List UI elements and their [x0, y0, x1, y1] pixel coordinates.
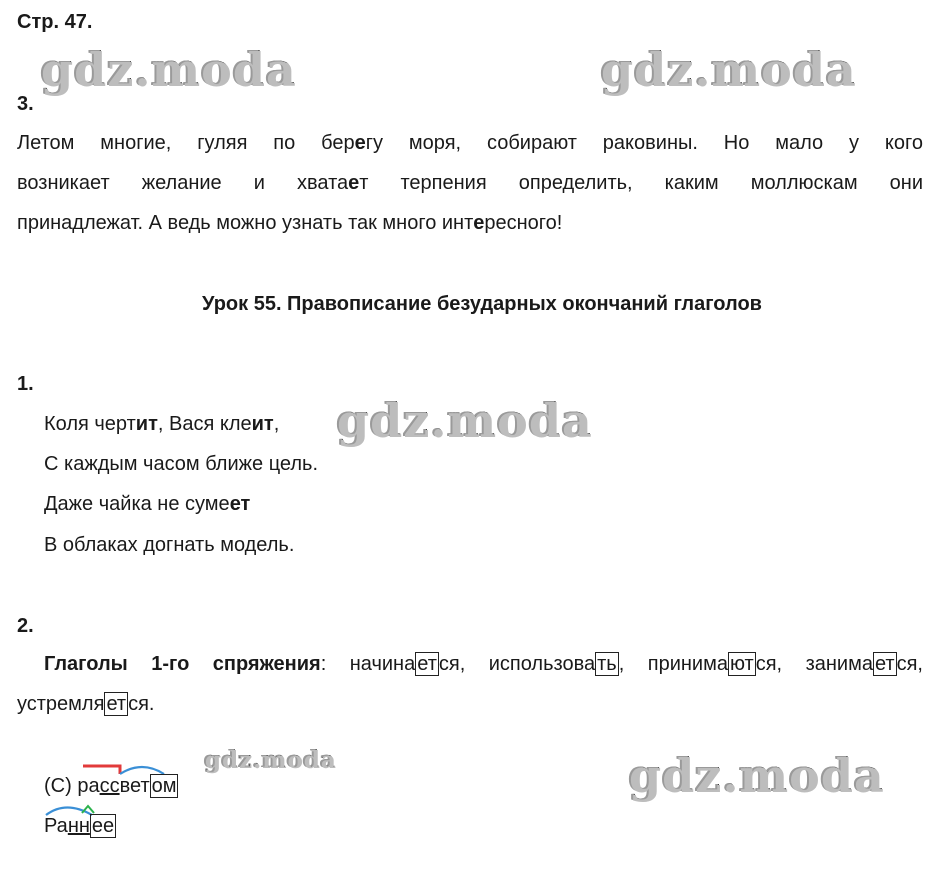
- text: Коля черт: [44, 413, 136, 435]
- double-letter: сс: [99, 775, 120, 797]
- poem-line: [44, 413, 279, 436]
- text: ся,: [896, 653, 923, 675]
- text: ра: [77, 775, 100, 797]
- ending-box: ее: [91, 815, 115, 837]
- ending-box: ет: [106, 693, 127, 715]
- conjugation-label: Глаголы 1-го спряжения: [44, 653, 321, 675]
- highlight-letter: е: [348, 172, 360, 194]
- lesson-title: Урок 55. Правописание безударных окончаний глаголов: [202, 293, 762, 315]
- root-arc: [120, 767, 164, 774]
- task-number: 1.: [17, 373, 34, 395]
- word-parse: [44, 775, 178, 798]
- text: начина: [349, 653, 416, 675]
- watermark: gdz.moda: [40, 42, 296, 96]
- highlight-letter: е: [354, 132, 366, 154]
- text: (С): [44, 775, 78, 797]
- text: ся,: [755, 653, 806, 675]
- double-letter: нн: [67, 815, 90, 837]
- word-parse: [44, 815, 116, 838]
- text: ресного!: [484, 212, 563, 234]
- task3-line-1: [17, 132, 923, 155]
- ending-box: ет: [417, 653, 437, 675]
- poem-line: [44, 493, 250, 516]
- text: занима: [805, 653, 873, 675]
- ending-box: ть: [597, 653, 617, 675]
- ending-box: ом: [151, 775, 177, 797]
- ending: ет: [229, 493, 251, 515]
- task2-line-1: [44, 653, 923, 676]
- task3-line-2: [17, 172, 923, 195]
- text: принадлежат. А ведь можно узнать так много инт: [17, 212, 474, 234]
- poem-line: В облаках догнать модель.: [44, 534, 295, 556]
- ending-box: ют: [729, 653, 754, 675]
- text: т терпения определить, каким моллюскам они: [359, 172, 923, 194]
- text: ,: [273, 413, 280, 435]
- page-label: Стр. 47.: [17, 11, 93, 33]
- text: Летом многие, гуляя по бер: [17, 132, 355, 154]
- watermark: gdz.moda: [204, 746, 336, 773]
- ending: ит: [251, 413, 274, 435]
- text: ся,: [438, 653, 489, 675]
- text: Даже чайка не суме: [44, 493, 230, 515]
- watermark: gdz.moda: [628, 748, 884, 802]
- text: , Вася кле: [157, 413, 252, 435]
- ending-box: ет: [874, 653, 895, 675]
- ending: ит: [135, 413, 158, 435]
- poem-line: С каждым часом ближе цель.: [44, 453, 319, 475]
- text: принима: [647, 653, 728, 675]
- text: :: [320, 653, 350, 675]
- task2-line-2: [17, 693, 154, 716]
- task-number: 3.: [17, 93, 34, 115]
- prefix-mark: [83, 766, 120, 774]
- text: устремля: [17, 693, 105, 715]
- task-number: 2.: [17, 615, 34, 637]
- text: возникает желание и хвата: [17, 172, 349, 194]
- text: ся.: [128, 693, 155, 715]
- watermark: gdz.moda: [336, 393, 592, 447]
- highlight-letter: е: [473, 212, 485, 234]
- text: вет: [119, 775, 150, 797]
- watermark: gdz.moda: [600, 42, 856, 96]
- text: Ра: [44, 815, 68, 837]
- text: использова: [488, 653, 596, 675]
- text: ,: [618, 653, 648, 675]
- task3-line-3: [17, 212, 562, 235]
- text: гу моря, собирают раковины. Но мало у кого: [365, 132, 923, 154]
